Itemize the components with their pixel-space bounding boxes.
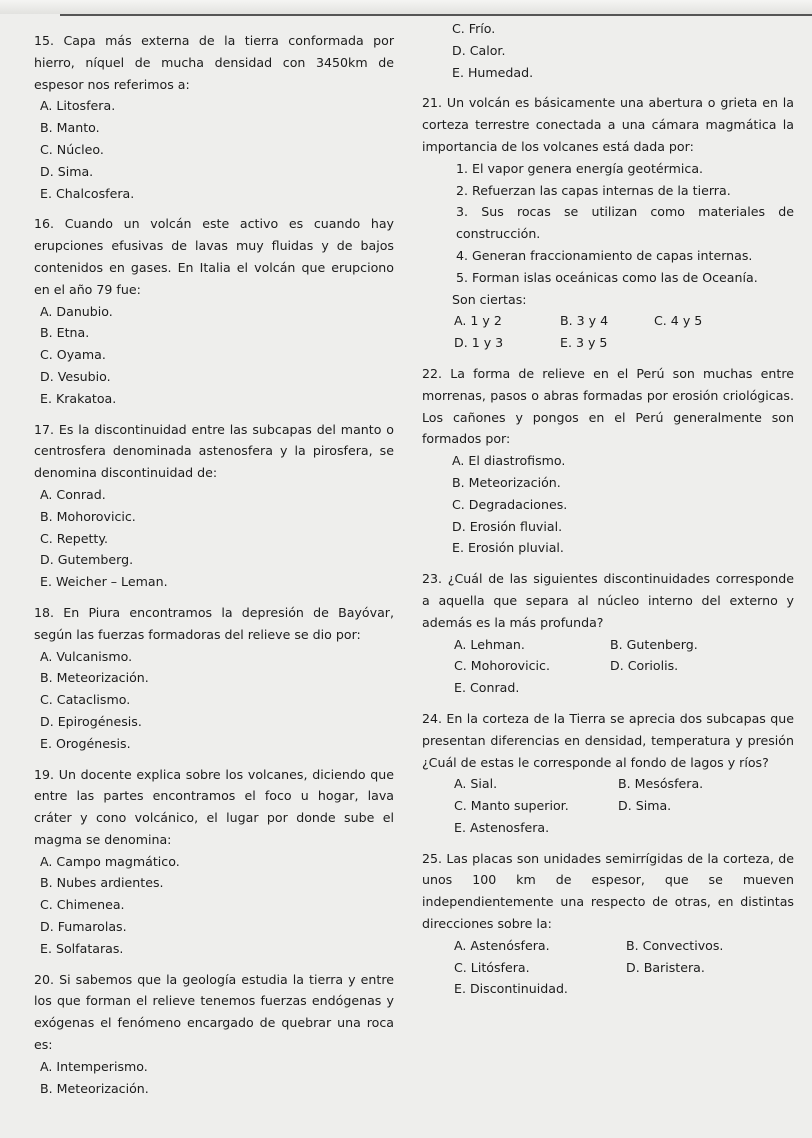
question-18: [34, 602, 394, 755]
option[interactable]: A. Vulcanismo.: [40, 648, 133, 664]
option[interactable]: B. Gutenberg.: [610, 636, 698, 652]
option[interactable]: D. Coriolis.: [610, 658, 679, 674]
options-row: [422, 677, 794, 699]
options-row: [422, 817, 794, 839]
option[interactable]: A. Campo magmático.: [40, 853, 180, 869]
question-text: 20. Si sabemos que la geología estudia la tierra y entre los que forman el relieve tenemos fuerzas endógenas y exógenas el fenómeno encargado de quebrar una roca es:: [34, 971, 394, 1053]
options-row: [422, 957, 794, 979]
question-text: 15. Capa más externa de la tierra conformada por hierro, níquel de mucha densidad con 3450km de espesor nos referimos a:: [34, 33, 394, 92]
question-text: 24. En la corteza de la Tierra se aprecia dos subcapas que presentan diferencias en densidad, temperatura y presión ¿Cuál de estas le corresponde al fondo de lagos y ríos?: [422, 710, 794, 770]
prompt: Son ciertas:: [452, 291, 527, 307]
option[interactable]: C. Cataclismo.: [40, 692, 131, 708]
option[interactable]: E. 3 y 5: [560, 335, 608, 351]
question-15: [34, 30, 394, 204]
options-row: [422, 935, 794, 957]
option[interactable]: B. Meteorización.: [452, 474, 561, 490]
option[interactable]: E. Weicher – Leman.: [40, 574, 168, 590]
options-row: [422, 795, 794, 817]
question-text: 18. En Piura encontramos la depresión de Bayóvar, según las fuerzas formadoras del relieve se dio por:: [34, 604, 394, 642]
question-19: [34, 764, 394, 960]
left-column: [34, 30, 394, 1099]
option[interactable]: C. Manto superior.: [454, 798, 569, 814]
question-16: [34, 213, 394, 409]
right-column: [422, 18, 794, 1000]
option[interactable]: E. Conrad.: [454, 680, 520, 696]
question-text: 21. Un volcán es básicamente una abertura o grieta en la corteza terrestre conectada a una cámara magmática la importancia de los volcanes está dada por:: [422, 95, 794, 154]
option[interactable]: A. Sial.: [454, 776, 498, 792]
option[interactable]: B. Nubes ardientes.: [40, 875, 164, 891]
option[interactable]: B. Etna.: [40, 325, 90, 341]
option[interactable]: E. Orogénesis.: [40, 735, 131, 751]
question-text: 19. Un docente explica sobre los volcanes, diciendo que entre las partes encontramos el foco u hogar, lava cráter y cono volcánico, el lugar por donde sube el magma se denomina:: [34, 766, 394, 847]
question-23: [422, 568, 794, 699]
option[interactable]: D. Sima.: [618, 798, 672, 814]
option[interactable]: B. Mesósfera.: [618, 776, 704, 792]
option[interactable]: C. Litósfera.: [454, 959, 530, 975]
question-text: 16. Cuando un volcán este activo es cuando hay erupciones efusivas de lavas muy fluidas y de bajos contenidos en gases. En Italia el volcán que erupciono en el año 79 fue:: [34, 216, 394, 297]
option[interactable]: D. 1 y 3: [454, 335, 504, 351]
option[interactable]: D. Sima.: [40, 163, 94, 179]
statement: 2. Refuerzan las capas internas de la tierra.: [456, 182, 731, 198]
option[interactable]: C. 4 y 5: [654, 313, 703, 329]
option[interactable]: C. Oyama.: [40, 347, 106, 363]
option[interactable]: B. Meteorización.: [40, 670, 149, 686]
top-rule: [60, 14, 812, 16]
option[interactable]: D. Gutemberg.: [40, 552, 134, 568]
option[interactable]: A. Intemperismo.: [40, 1058, 148, 1074]
option[interactable]: A. 1 y 2: [454, 313, 502, 329]
option[interactable]: B. Mohorovicic.: [40, 508, 136, 524]
question-text: 23. ¿Cuál de las siguientes discontinuidades corresponde a aquella que separa al núcleo interno del externo y además es la más profunda?: [422, 571, 794, 630]
page-top-edge: [0, 0, 812, 14]
option[interactable]: D. Vesubio.: [40, 368, 111, 384]
option[interactable]: D. Epirogénesis.: [40, 713, 142, 729]
question-text: 25. Las placas son unidades semirrígidas de la corteza, de unos 100 km de espesor, que se mueven independientemente una respecto de otras, en distintas direcciones sobre la:: [422, 850, 794, 932]
option[interactable]: C. Repetty.: [40, 530, 109, 546]
option[interactable]: E. Astenosfera.: [454, 819, 550, 835]
option[interactable]: D. Erosión fluvial.: [452, 518, 563, 534]
options-row: [422, 655, 794, 677]
option[interactable]: B. Manto.: [40, 120, 100, 136]
question-24: [422, 708, 794, 839]
option[interactable]: A. Conrad.: [40, 486, 106, 502]
question-21: [422, 92, 794, 354]
statement: 5. Forman islas oceánicas como las de Oceanía.: [456, 269, 758, 285]
question-22: [422, 363, 794, 559]
statement: 1. El vapor genera energía geotérmica.: [456, 160, 704, 176]
options-row: [422, 634, 794, 656]
option[interactable]: D. Fumarolas.: [40, 919, 127, 935]
option[interactable]: D. Calor.: [452, 42, 506, 58]
statement: 3. Sus rocas se utilizan como materiales de construcción.: [456, 204, 794, 242]
option[interactable]: E. Krakatoa.: [40, 390, 117, 406]
option[interactable]: A. Lehman.: [454, 636, 525, 652]
question-25: [422, 848, 794, 1001]
option[interactable]: C. Chimenea.: [40, 897, 125, 913]
options-row: [422, 332, 794, 354]
option[interactable]: A. Danubio.: [40, 303, 113, 319]
options-row: [422, 978, 794, 1000]
option[interactable]: B. 3 y 4: [560, 313, 609, 329]
option[interactable]: A. El diastrofismo.: [452, 453, 566, 469]
option[interactable]: B. Meteorización.: [40, 1080, 149, 1096]
question-17: [34, 419, 394, 593]
question-text: 22. La forma de relieve en el Perú son muchas entre morrenas, pasos o abras formadas por erosión criológicas. Los cañones y pongos en el Perú generalmente son formados por:: [422, 365, 794, 447]
option[interactable]: C. Mohorovicic.: [454, 658, 550, 674]
option[interactable]: E. Humedad.: [452, 64, 534, 80]
question-20: [34, 969, 394, 1100]
option[interactable]: C. Núcleo.: [40, 141, 104, 157]
question-14-tail: [422, 18, 794, 83]
option[interactable]: A. Litosfera.: [40, 98, 116, 114]
option[interactable]: C. Degradaciones.: [452, 496, 568, 512]
option[interactable]: E. Solfataras.: [40, 940, 124, 956]
statement: 4. Generan fraccionamiento de capas internas.: [456, 247, 753, 263]
option[interactable]: D. Baristera.: [626, 959, 705, 975]
option[interactable]: E. Discontinuidad.: [454, 981, 568, 997]
option[interactable]: E. Chalcosfera.: [40, 185, 135, 201]
option[interactable]: E. Erosión pluvial.: [452, 540, 564, 556]
option[interactable]: A. Astenósfera.: [454, 937, 550, 953]
options-row: [422, 773, 794, 795]
options-row: [422, 310, 794, 332]
question-text: 17. Es la discontinuidad entre las subcapas del manto o centrosfera denominada astenosfera y la pirosfera, se denomina discontinuidad de:: [34, 421, 394, 481]
option[interactable]: B. Convectivos.: [626, 937, 724, 953]
option[interactable]: C. Frío.: [452, 21, 496, 36]
